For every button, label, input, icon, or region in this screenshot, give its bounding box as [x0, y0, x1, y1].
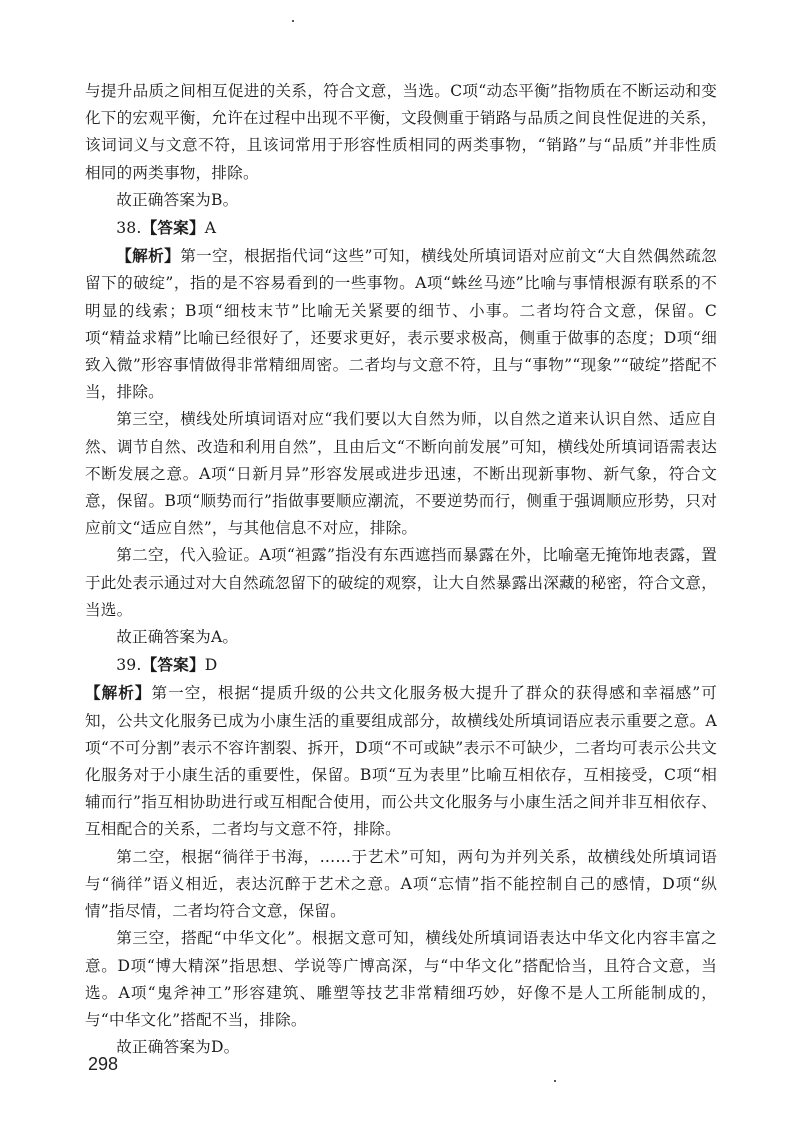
answer-label: 【答案】 [141, 655, 205, 675]
analysis-paragraph [85, 242, 717, 406]
answer-line-39 [85, 651, 717, 679]
analysis-label: 【解析】 [116, 246, 181, 266]
paragraph: 第三空，横线处所填词语对应“我们要以大自然为师，以自然之道来认识自然、适应自然、调节自然、改造和利用自然”，且由后文“不断向前发展”可知，横线处所填词语需表达不断发展之意。A项“日新月异”形容发展或进步迅速，不断出现新事物、新气象，符合文意，保留。B项“顺势而行”指做事要顺应潮流，不要逆势而行，侧重于强调顺应形势，只对应前文“适应自然”，与其他信息不对应，排除。 [85, 410, 717, 538]
answer-value: A [204, 219, 217, 238]
analysis-label: 【解析】 [85, 683, 152, 703]
question-number: 38. [116, 219, 142, 238]
question-number: 39. [116, 656, 142, 675]
analysis-paragraph [85, 679, 717, 843]
analysis-text: 第一空，根据指代词“这些”可知，横线处所填词语对应前文“大自然偶然疏忽留下的破绽”，指的是不容易看到的一些事物。A项“蛛丝马迹”比喻与事情根源有联系的不明显的线索；B项“细枝末节”比喻无关紧要的细节、小事。二者均符合文意，保留。C项“精益求精”比喻已经很好了，还要求更好，表示要求极高，侧重于做事的态度；D项“细致入微”形容事情做得非常精细周密。二者均与文意不符，且与“事物”“现象”“破绽”搭配不当，排除。 [85, 247, 717, 402]
answer-line-38 [85, 214, 717, 242]
paragraph: 故正确答案为A。 [116, 628, 239, 647]
paragraph: 故正确答案为D。 [116, 1038, 240, 1057]
paragraph: 第二空，代入验证。A项“袒露”指没有东西遮挡而暴露在外，比喻毫无掩饰地表露，置于此处表示通过对大自然疏忽留下的破绽的观察，让大自然暴露出深藏的秘密，符合文意，当选。 [85, 546, 717, 619]
scan-speck [554, 1080, 556, 1082]
scan-speck [292, 20, 294, 22]
page-number: 298 [88, 1054, 119, 1074]
document-body [85, 78, 717, 1061]
answer-value: D [204, 656, 218, 675]
paragraph: 故正确答案为B。 [116, 190, 239, 209]
answer-label: 【答案】 [141, 218, 205, 238]
paragraph: 与提升品质之间相互促进的关系，符合文意，当选。C项“动态平衡”指物质在不断运动和变化下的宏观平衡，允许在过程中出现不平衡，文段侧重于销路与品质之间良性促进的关系，该词词义与文意不符，且该词常用于形容性质相同的两类事物，“销路”与“品质”并非性质相同的两类事物，排除。 [85, 82, 717, 182]
analysis-text: 第一空，根据“提质升级的公共文化服务极大提升了群众的获得感和幸福感”可知，公共文化服务已成为小康生活的重要组成部分，故横线处所填词语应表示重要之意。A项“不可分割”表示不容许割裂、拆开，D项“不可或缺”表示不可缺少，二者均可表示公共文化服务对于小康生活的重要性，保留。B项“互为表里”比喻互相依存，互相接受，C项“相辅而行”指互相协助进行或互相配合使用，而公共文化服务与小康生活之间并非互相依存、互相配合的关系，二者均与文意不符，排除。 [85, 684, 717, 839]
paragraph: 第二空，根据“徜徉于书海，……于艺术”可知，两句为并列关系，故横线处所填词语与“徜徉”语义相近，表达沉醉于艺术之意。A项“忘情”指不能控制自己的感情，D项“纵情”指尽情，二者均符合文意，保留。 [85, 847, 717, 921]
paragraph: 第三空，搭配“中华文化”。根据文意可知，横线处所填词语表达中华文化内容丰富之意。D项“博大精深”指思想、学说等广博高深，与“中华文化”搭配恰当，且符合文意，当选。A项“鬼斧神工”形容建筑、雕塑等技艺非常精细巧妙，好像不是人工所能制成的，与“中华文化”搭配不当，排除。 [85, 929, 717, 1029]
